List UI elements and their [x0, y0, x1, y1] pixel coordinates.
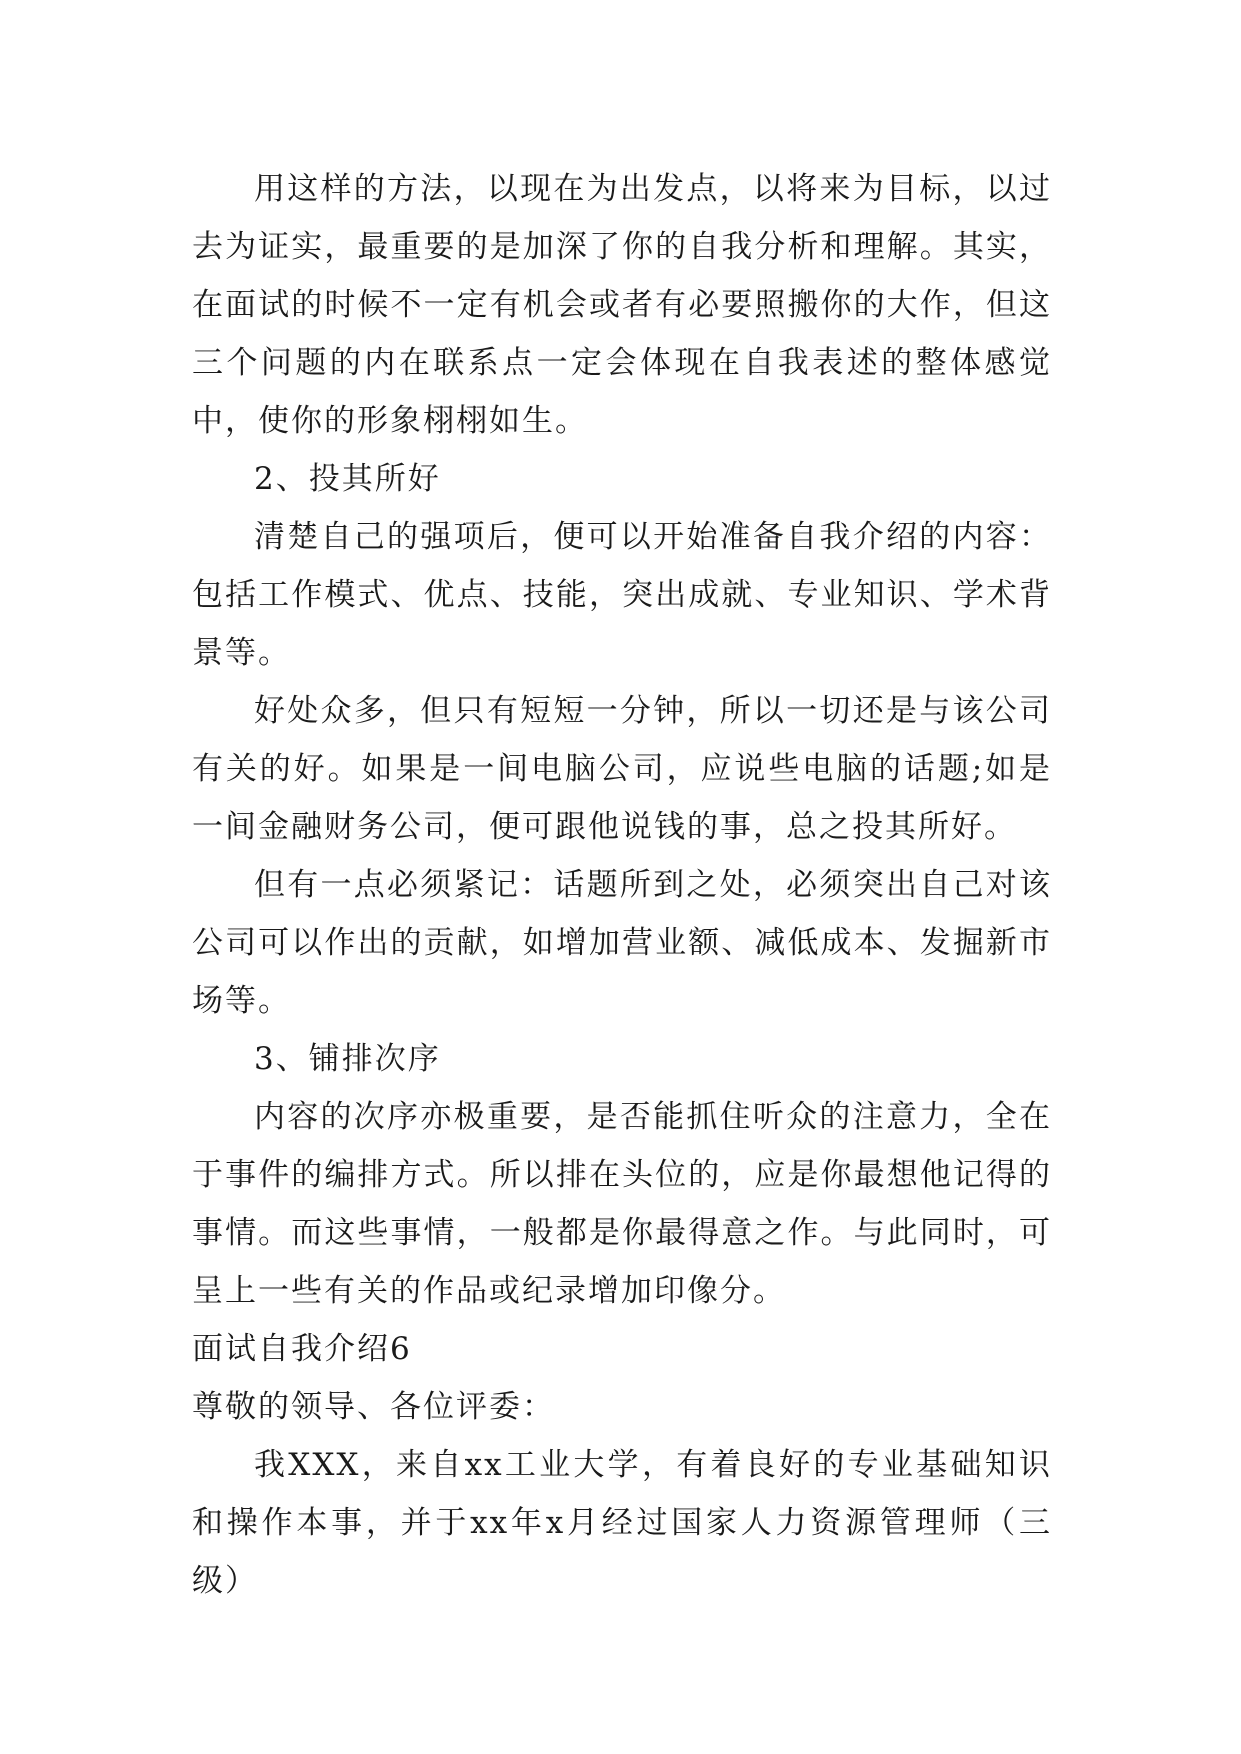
document-body: [192, 160, 1052, 1610]
paragraph-self-intro: 我XXX，来自xx工业大学，有着良好的专业基础知识和操作本事，并于xx年x月经过国家人力资源管理师（三级）: [192, 1447, 1052, 1599]
section-title-intro-6: 面试自我介绍6: [192, 1331, 412, 1367]
heading-tou-qi-suo-hao: 2、投其所好: [254, 461, 441, 497]
paragraph-contribution: 但有一点必须紧记：话题所到之处，必须突出自己对该公司可以作出的贡献，如增加营业额、减低成本、发掘新市场等。: [192, 867, 1052, 1019]
paragraph-company-relevance: 好处众多，但只有短短一分钟，所以一切还是与该公司有关的好。如果是一间电脑公司，应说些电脑的话题;如是一间金融财务公司，便可跟他说钱的事，总之投其所好。: [192, 693, 1052, 845]
heading-pu-pai-ci-xu: 3、铺排次序: [254, 1041, 441, 1077]
paragraph-method-summary: 用这样的方法，以现在为出发点，以将来为目标，以过去为证实，最重要的是加深了你的自我分析和理解。其实，在面试的时候不一定有机会或者有必要照搬你的大作，但这三个问题的内在联系点一定会体现在自我表述的整体感觉中，使你的形象栩栩如生。: [192, 171, 1052, 439]
salutation: 尊敬的领导、各位评委：: [192, 1389, 555, 1425]
paragraph-ordering: 内容的次序亦极重要，是否能抓住听众的注意力，全在于事件的编排方式。所以排在头位的，应是你最想他记得的事情。而这些事情，一般都是你最得意之作。与此同时，可呈上一些有关的作品或纪录增加印像分。: [192, 1099, 1052, 1309]
paragraph-strengths: 清楚自己的强项后，便可以开始准备自我介绍的内容：包括工作模式、优点、技能，突出成就、专业知识、学术背景等。: [192, 519, 1052, 671]
